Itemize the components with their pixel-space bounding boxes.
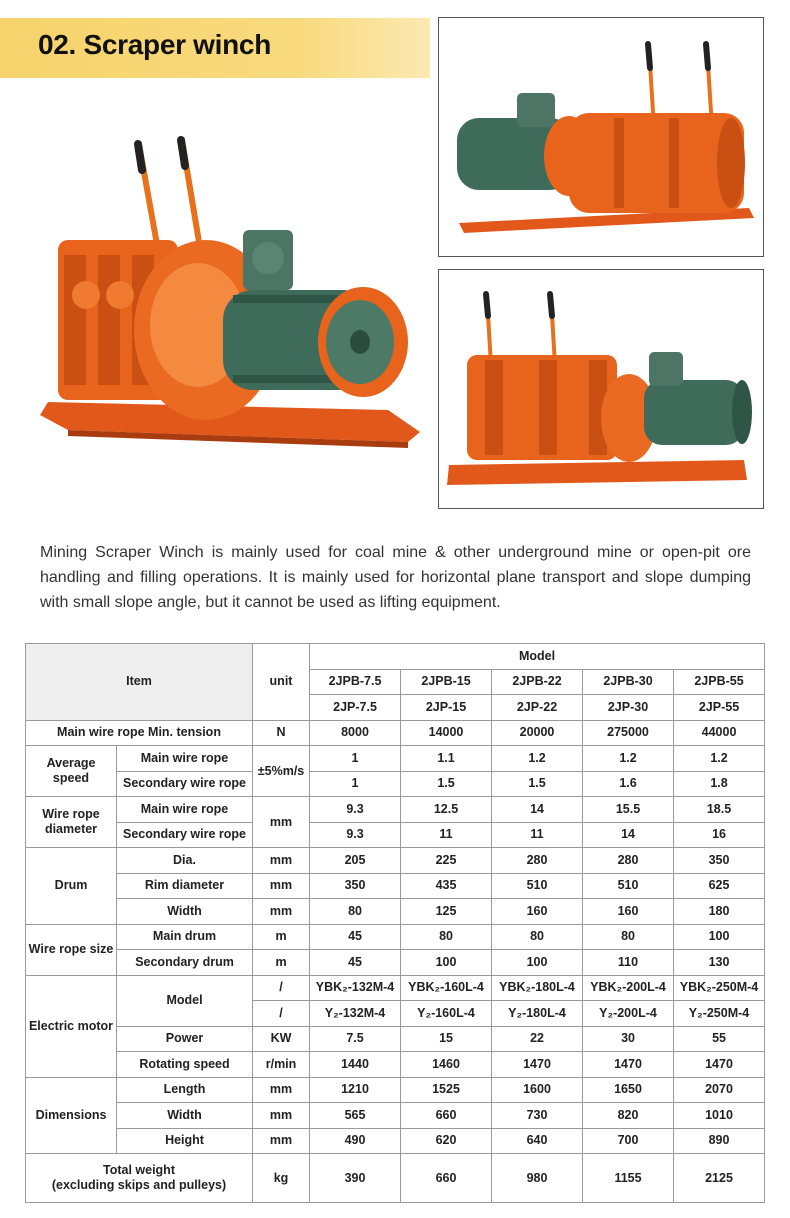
cell: 890	[674, 1128, 765, 1154]
cell: 1.5	[492, 771, 583, 797]
row-unit: mm	[253, 899, 310, 925]
product-description: Mining Scraper Winch is mainly used for coal mine & other underground mine or open-pit ore handling and filling operations. It is mainly used for horizontal plane transport and slope dumping with small slope angle, but it cannot be used as lifting equipment.	[40, 544, 751, 611]
row-sub: Main wire rope	[117, 746, 253, 772]
cell: 100	[492, 950, 583, 976]
cell: 350	[310, 873, 401, 899]
cell: 1600	[492, 1077, 583, 1103]
cell: 700	[583, 1128, 674, 1154]
cell: 15	[401, 1026, 492, 1052]
cell: 350	[674, 848, 765, 874]
row-unit: mm	[253, 873, 310, 899]
group-label: Average speed	[26, 746, 117, 797]
cell: Y₂-250M-4	[674, 1001, 765, 1027]
cell: 80	[401, 924, 492, 950]
table-row	[26, 1128, 765, 1154]
row-sub: Secondary wire rope	[117, 822, 253, 848]
table-row	[26, 771, 765, 797]
cell: 9.3	[310, 822, 401, 848]
model-a: 2JPB-55	[674, 669, 765, 695]
table-row	[26, 1154, 765, 1203]
row-unit: mm	[253, 848, 310, 874]
group-label: Electric motor	[26, 975, 117, 1077]
cell: 1.2	[674, 746, 765, 772]
spec-table	[25, 643, 765, 1203]
cell: 730	[492, 1103, 583, 1129]
winch-photo-front	[438, 269, 764, 509]
row-sub: Main wire rope	[117, 797, 253, 823]
table-row	[26, 1052, 765, 1078]
row-unit: mm	[253, 797, 310, 848]
cell: 205	[310, 848, 401, 874]
cell: 1	[310, 771, 401, 797]
cell: 125	[401, 899, 492, 925]
cell: 1470	[674, 1052, 765, 1078]
model-b: 2JP-7.5	[310, 695, 401, 721]
row-sub: Height	[117, 1128, 253, 1154]
cell: 435	[401, 873, 492, 899]
cell: Y₂-180L-4	[492, 1001, 583, 1027]
cell: 7.5	[310, 1026, 401, 1052]
model-a: 2JPB-7.5	[310, 669, 401, 695]
cell: 1525	[401, 1077, 492, 1103]
table-row	[26, 975, 765, 1001]
cell: 2070	[674, 1077, 765, 1103]
row-unit: /	[253, 975, 310, 1001]
table-row	[26, 797, 765, 823]
cell: 8000	[310, 720, 401, 746]
row-unit: r/min	[253, 1052, 310, 1078]
cell: 1.2	[583, 746, 674, 772]
row-sub: Length	[117, 1077, 253, 1103]
cell: 18.5	[674, 797, 765, 823]
cell: 1210	[310, 1077, 401, 1103]
weight-label-line1: Total weight	[103, 1163, 175, 1177]
row-sub: Secondary wire rope	[117, 771, 253, 797]
head-item: Item	[26, 644, 253, 721]
cell: Y₂-200L-4	[583, 1001, 674, 1027]
table-row	[26, 1077, 765, 1103]
table-row	[26, 924, 765, 950]
cell: 620	[401, 1128, 492, 1154]
row-sub: Power	[117, 1026, 253, 1052]
row-sub: Model	[117, 975, 253, 1026]
cell: 1.5	[401, 771, 492, 797]
cell: 1155	[583, 1154, 674, 1203]
winch-photo-side	[438, 17, 764, 257]
cell: YBK₂-132M-4	[310, 975, 401, 1001]
model-a: 2JPB-22	[492, 669, 583, 695]
cell: 820	[583, 1103, 674, 1129]
cell: YBK₂-200L-4	[583, 975, 674, 1001]
cell: 660	[401, 1103, 492, 1129]
cell: 12.5	[401, 797, 492, 823]
cell: 44000	[674, 720, 765, 746]
winch-photo-main	[28, 130, 428, 460]
cell: 1.1	[401, 746, 492, 772]
head-unit: unit	[253, 644, 310, 721]
row-sub: Secondary drum	[117, 950, 253, 976]
cell: 14	[492, 797, 583, 823]
page-title: 02. Scraper winch	[38, 29, 272, 60]
cell: 565	[310, 1103, 401, 1129]
row-label: Main wire rope Min. tension	[26, 720, 253, 746]
table-row	[26, 1103, 765, 1129]
row-sub: Dia.	[117, 848, 253, 874]
cell: 80	[583, 924, 674, 950]
group-label: Drum	[26, 848, 117, 925]
cell: 20000	[492, 720, 583, 746]
row-sub: Rim diameter	[117, 873, 253, 899]
cell: 2125	[674, 1154, 765, 1203]
cell: 1.8	[674, 771, 765, 797]
cell: 22	[492, 1026, 583, 1052]
model-a: 2JPB-15	[401, 669, 492, 695]
row-unit: kg	[253, 1154, 310, 1203]
model-b: 2JP-30	[583, 695, 674, 721]
cell: 110	[583, 950, 674, 976]
row-unit: m	[253, 924, 310, 950]
cell: 280	[492, 848, 583, 874]
cell: 160	[583, 899, 674, 925]
group-label: Dimensions	[26, 1077, 117, 1154]
row-label	[26, 1154, 253, 1203]
cell: 640	[492, 1128, 583, 1154]
cell: 275000	[583, 720, 674, 746]
cell: 100	[401, 950, 492, 976]
table-row	[26, 644, 765, 670]
cell: 1010	[674, 1103, 765, 1129]
table-row	[26, 822, 765, 848]
cell: 100	[674, 924, 765, 950]
cell: 30	[583, 1026, 674, 1052]
group-label: Wire rope size	[26, 924, 117, 975]
cell: 80	[310, 899, 401, 925]
cell: YBK₂-250M-4	[674, 975, 765, 1001]
cell: 660	[401, 1154, 492, 1203]
cell: 1.2	[492, 746, 583, 772]
model-b: 2JP-55	[674, 695, 765, 721]
cell: 14000	[401, 720, 492, 746]
cell: YBK₂-180L-4	[492, 975, 583, 1001]
cell: YBK₂-160L-4	[401, 975, 492, 1001]
cell: Y₂-132M-4	[310, 1001, 401, 1027]
model-b: 2JP-22	[492, 695, 583, 721]
cell: 130	[674, 950, 765, 976]
cell: 9.3	[310, 797, 401, 823]
cell: 160	[492, 899, 583, 925]
cell: 55	[674, 1026, 765, 1052]
cell: 510	[583, 873, 674, 899]
cell: 390	[310, 1154, 401, 1203]
cell: 15.5	[583, 797, 674, 823]
row-sub: Rotating speed	[117, 1052, 253, 1078]
table-row	[26, 950, 765, 976]
row-unit: ±5%m/s	[253, 746, 310, 797]
cell: 490	[310, 1128, 401, 1154]
head-model: Model	[310, 644, 765, 670]
table-row	[26, 1026, 765, 1052]
group-label: Wire rope diameter	[26, 797, 117, 848]
cell: 11	[401, 822, 492, 848]
row-unit: KW	[253, 1026, 310, 1052]
table-row	[26, 848, 765, 874]
cell: 1470	[492, 1052, 583, 1078]
table-row	[26, 873, 765, 899]
cell: 1.6	[583, 771, 674, 797]
table-row	[26, 746, 765, 772]
row-unit: mm	[253, 1128, 310, 1154]
cell: 625	[674, 873, 765, 899]
cell: 180	[674, 899, 765, 925]
cell: 280	[583, 848, 674, 874]
cell: 14	[583, 822, 674, 848]
cell: 1	[310, 746, 401, 772]
cell: 16	[674, 822, 765, 848]
cell: 45	[310, 950, 401, 976]
row-unit: /	[253, 1001, 310, 1027]
cell: 225	[401, 848, 492, 874]
weight-label-line2: (excluding skips and pulleys)	[51, 1178, 227, 1192]
row-sub: Main drum	[117, 924, 253, 950]
cell: 510	[492, 873, 583, 899]
row-unit: N	[253, 720, 310, 746]
cell: 11	[492, 822, 583, 848]
table-row	[26, 720, 765, 746]
cell: 1440	[310, 1052, 401, 1078]
cell: 1460	[401, 1052, 492, 1078]
cell: 45	[310, 924, 401, 950]
cell: 1650	[583, 1077, 674, 1103]
table-row	[26, 899, 765, 925]
row-unit: mm	[253, 1103, 310, 1129]
cell: 980	[492, 1154, 583, 1203]
cell: Y₂-160L-4	[401, 1001, 492, 1027]
row-sub: Width	[117, 1103, 253, 1129]
cell: 1470	[583, 1052, 674, 1078]
cell: 80	[492, 924, 583, 950]
model-b: 2JP-15	[401, 695, 492, 721]
row-unit: mm	[253, 1077, 310, 1103]
row-sub: Width	[117, 899, 253, 925]
model-a: 2JPB-30	[583, 669, 674, 695]
row-unit: m	[253, 950, 310, 976]
